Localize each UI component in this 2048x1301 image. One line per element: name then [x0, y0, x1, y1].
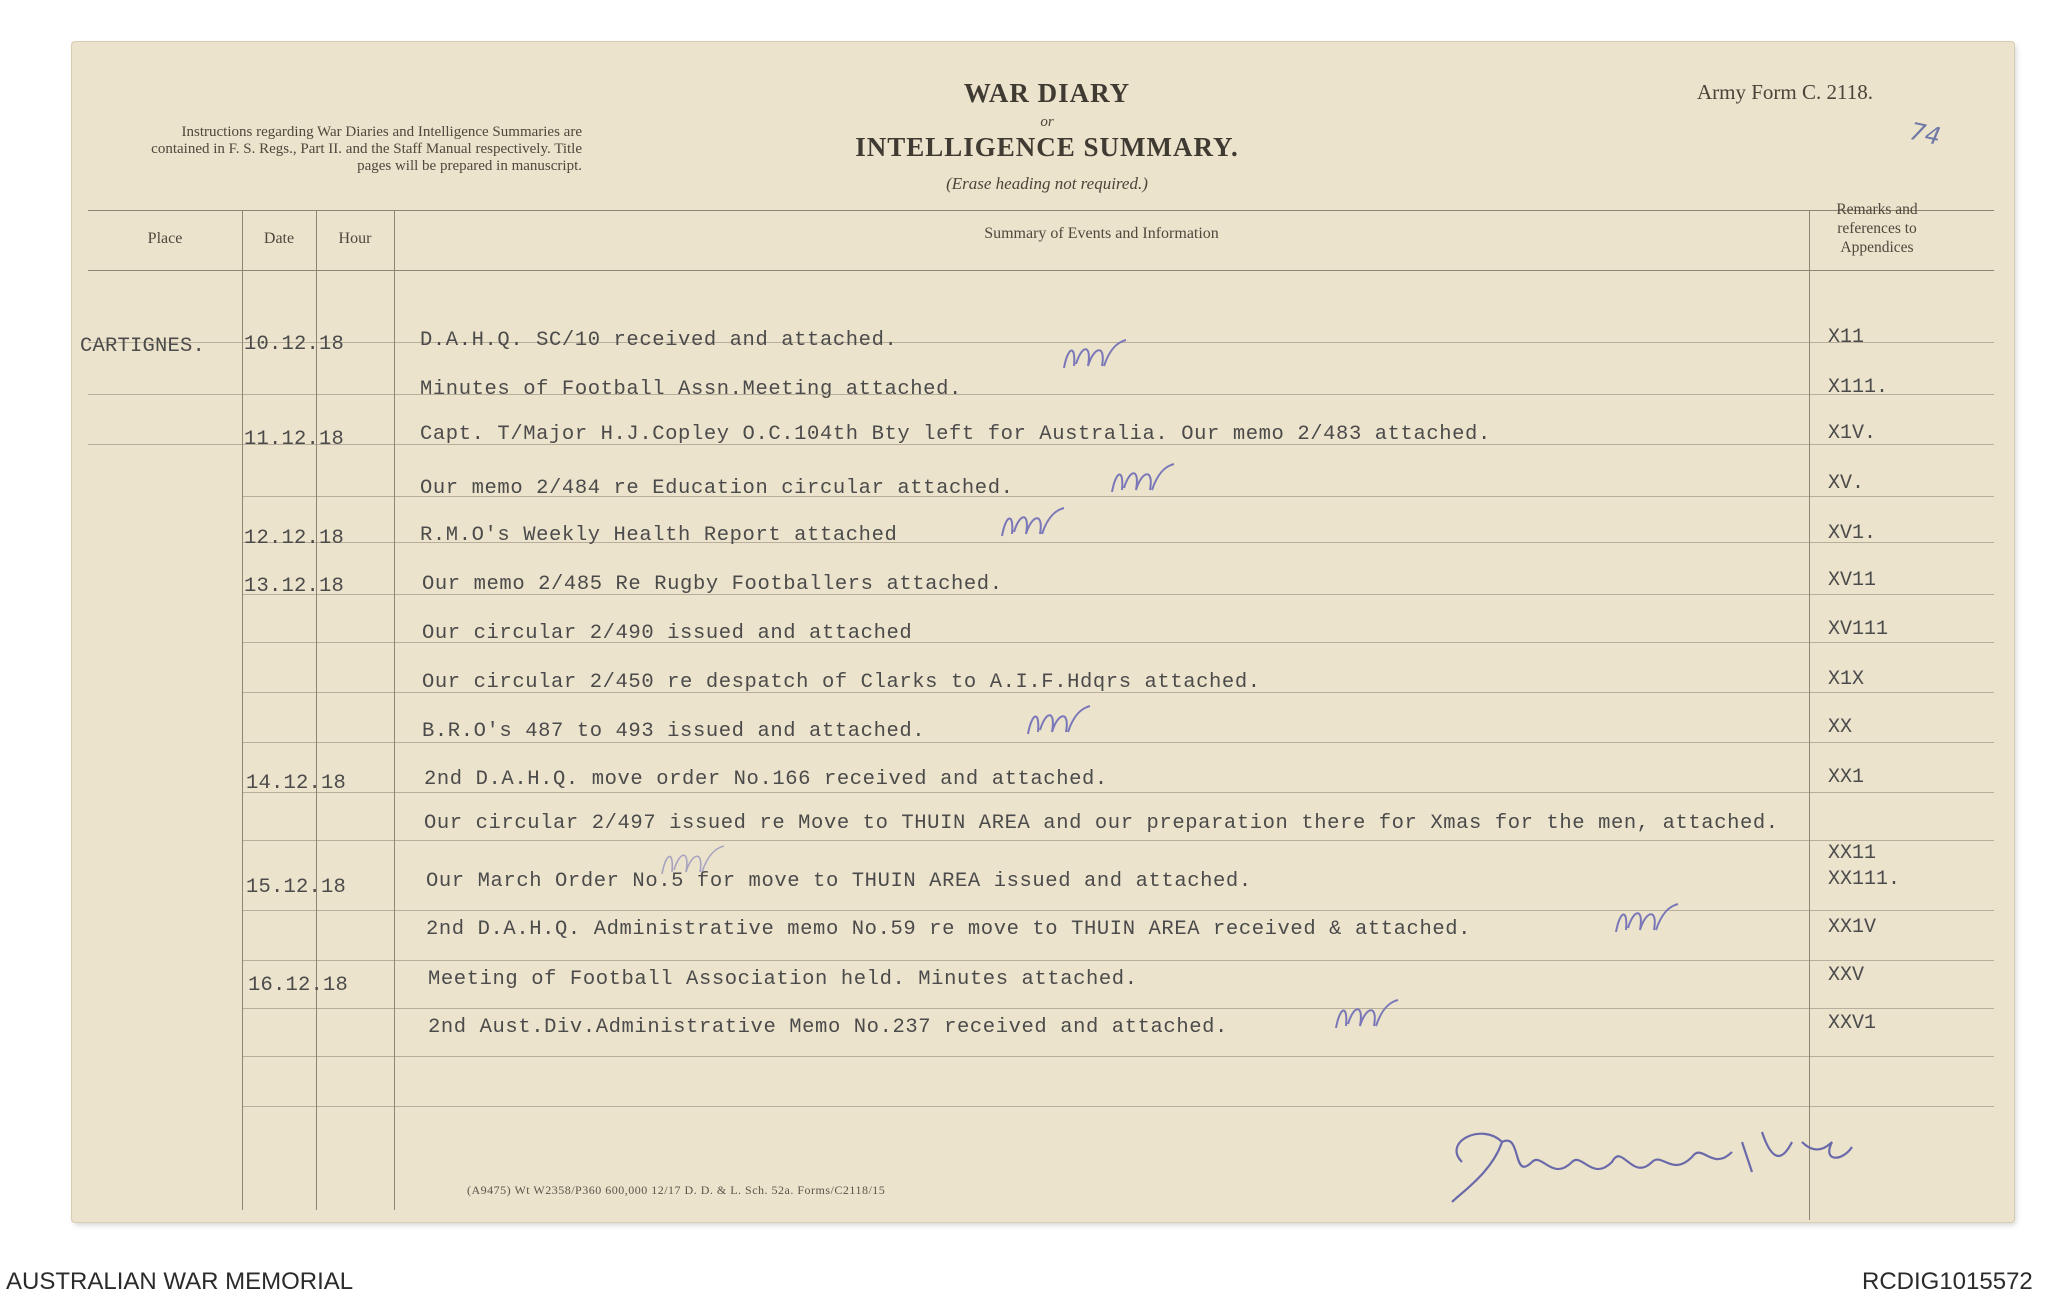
army-form-number: Army Form C. 2118. — [1697, 80, 1873, 104]
date-cell: 12.12.18 — [244, 527, 345, 550]
appendix-ref: XV11 — [1828, 569, 1877, 592]
row-rule — [242, 792, 1994, 793]
row-rule — [242, 840, 1994, 841]
entry-text: 2nd Aust.Div.Administrative Memo No.237 received and attached. — [428, 1016, 1228, 1039]
appendix-ref: XV1. — [1828, 522, 1877, 545]
pencil-initials — [1058, 336, 1130, 376]
table-top-rule — [88, 210, 1994, 211]
hour-column-header: Hour — [338, 230, 372, 247]
entry-text: Meeting of Football Association held. Minutes attached. — [428, 968, 1138, 991]
form-title: WAR DIARY — [963, 78, 1131, 108]
entry-text: Our memo 2/484 re Education circular attached. — [420, 477, 1014, 500]
archive-id: RCDIG1015572 — [1862, 1268, 2033, 1295]
hour-column-divider — [394, 210, 395, 1210]
printer-imprint: (A9475) Wt W2358/P360 600,000 12/17 D. D. & L. Sch. 52a. Forms/C2118/15 — [467, 1183, 886, 1197]
pencil-initials — [656, 842, 728, 882]
diary-sheet — [72, 42, 2014, 1222]
row-rule — [242, 910, 1994, 911]
appendix-ref: X11 — [1828, 326, 1865, 349]
appendix-ref: X1V. — [1828, 422, 1877, 445]
pencil-initials — [1106, 460, 1178, 500]
date-column-divider — [316, 210, 317, 1210]
appendix-ref: XX1V — [1828, 916, 1877, 939]
entry-text: 2nd D.A.H.Q. move order No.166 received and attached. — [424, 768, 1108, 791]
form-subtitle: INTELLIGENCE SUMMARY. — [855, 132, 1239, 162]
appendix-ref: XX1 — [1828, 766, 1865, 789]
handwritten-signature — [1422, 1102, 1942, 1212]
summary-column-header: Summary of Events and Information — [984, 225, 1219, 242]
appendix-ref: XV. — [1828, 472, 1865, 495]
place-column-divider — [242, 210, 243, 1210]
header-bottom-rule — [88, 270, 1994, 271]
entry-text: Our March Order No.5 for move to THUIN AREA issued and attached. — [426, 870, 1252, 893]
entry-text: Our memo 2/485 Re Rugby Footballers attached. — [422, 573, 1003, 596]
entry-text: Our circular 2/497 issued re Move to THUIN AREA and our preparation there for Xmas for the men, attached. — [424, 812, 1779, 835]
appendix-ref: X1X — [1828, 668, 1865, 691]
entry-text: B.R.O's 487 to 493 issued and attached. — [422, 720, 926, 743]
entry-text: Our circular 2/450 re despatch of Clarks to A.I.F.Hdqrs attached. — [422, 671, 1261, 694]
row-rule — [242, 1056, 1994, 1057]
remarks-column-header: Remarks and references to Appendices — [1836, 201, 1918, 256]
instructions-note: Instructions regarding War Diaries and Intelligence Summaries are contained in F. S. Regs., Part II. and the Staff Manual respectively. Title pages will be prepared in manuscript. — [151, 124, 582, 174]
date-cell: 14.12.18 — [246, 772, 347, 795]
date-column-header: Date — [263, 230, 295, 247]
pencil-initials — [1022, 702, 1094, 742]
appendix-ref: XV111 — [1828, 618, 1889, 641]
date-cell: 10.12.18 — [244, 333, 345, 356]
place-cell: CARTIGNES. — [80, 335, 206, 358]
place-column-header: Place — [147, 230, 183, 247]
date-cell: 15.12.18 — [246, 876, 347, 899]
row-rule — [88, 342, 1994, 343]
appendix-ref: XXV — [1828, 964, 1865, 987]
entry-text: Minutes of Football Assn.Meeting attached. — [420, 378, 962, 401]
folio-number: 74 — [1907, 117, 1944, 151]
appendix-ref: XX11 — [1828, 842, 1877, 865]
pencil-initials — [1330, 996, 1402, 1036]
remarks-column-divider — [1809, 210, 1810, 1220]
appendix-ref: XX — [1828, 716, 1853, 739]
appendix-ref: XX111. — [1828, 868, 1901, 891]
date-cell: 13.12.18 — [244, 575, 345, 598]
date-cell: 16.12.18 — [248, 974, 349, 997]
archive-name: AUSTRALIAN WAR MEMORIAL — [6, 1268, 354, 1295]
row-rule — [88, 394, 1994, 395]
appendix-ref: XXV1 — [1828, 1012, 1877, 1035]
pencil-initials — [1610, 900, 1682, 940]
entry-text: D.A.H.Q. SC/10 received and attached. — [420, 329, 898, 352]
row-rule — [242, 960, 1994, 961]
pencil-initials — [996, 504, 1068, 544]
erase-note: (Erase heading not required.) — [946, 174, 1148, 193]
date-cell: 11.12.18 — [244, 428, 345, 451]
appendix-ref: X111. — [1828, 376, 1889, 399]
form-title-or: or — [1040, 114, 1054, 130]
entry-text: R.M.O's Weekly Health Report attached — [420, 524, 898, 547]
entry-text: 2nd D.A.H.Q. Administrative memo No.59 re move to THUIN AREA received & attached. — [426, 918, 1472, 941]
entry-text: Capt. T/Major H.J.Copley O.C.104th Bty left for Australia. Our memo 2/483 attached. — [420, 423, 1491, 446]
row-rule — [242, 1008, 1994, 1009]
entry-text: Our circular 2/490 issued and attached — [422, 622, 913, 645]
